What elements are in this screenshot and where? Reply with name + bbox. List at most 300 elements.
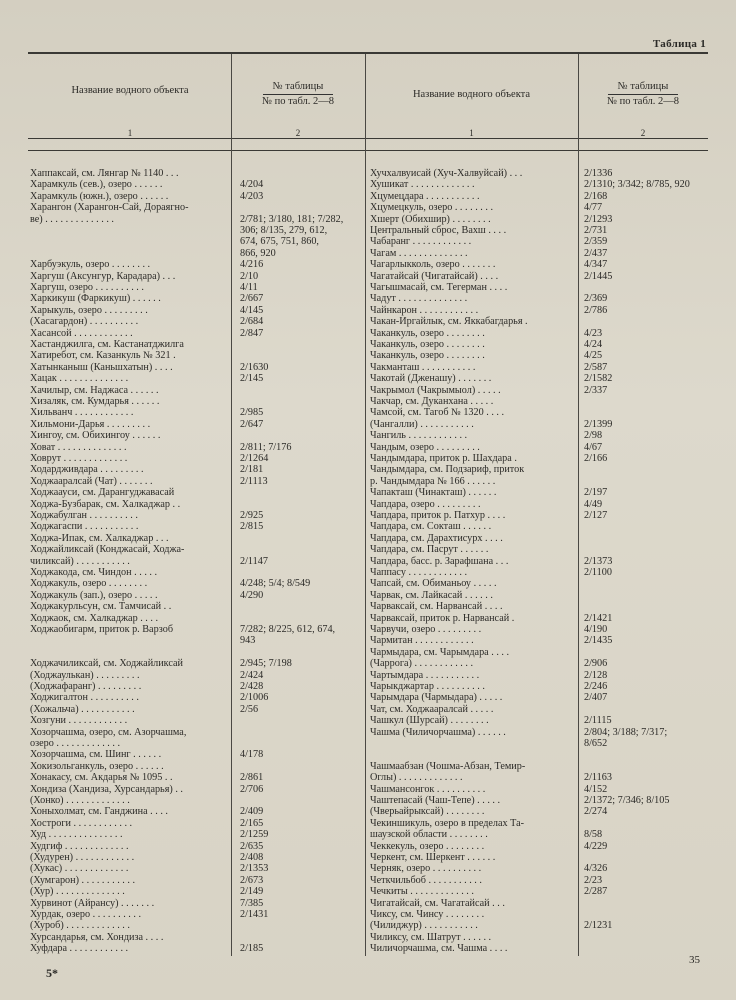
table-reference: 2/168 <box>584 190 608 202</box>
water-body-name: Чашма (Чиличорчашма) . . . . . . <box>370 726 506 738</box>
water-body-name: Хозгуни . . . . . . . . . . . . <box>30 715 128 727</box>
water-body-name: Ходардживдара . . . . . . . . . <box>30 464 144 476</box>
table-row <box>370 613 706 624</box>
table-row <box>30 943 360 954</box>
water-body-name: Ходжайликсай (Конджасай, Ходжа- <box>30 544 185 556</box>
water-body-name: Чигатайсай, см. Чагатайсай . . . <box>370 897 505 909</box>
water-body-name: Хаппаксай, см. Лянгар № 1140 . . . <box>30 168 179 179</box>
table-row <box>30 248 360 259</box>
water-body-name: Чапдара, басс. р. Зарафшана . . . <box>370 555 509 567</box>
water-body-name: Хшерт (Обихшир) . . . . . . . . <box>370 213 491 225</box>
table-reference: 4/152 <box>584 783 608 795</box>
water-body-name: р. Чандымдара № 166 . . . . . . <box>370 475 496 487</box>
water-body-name: Чагам . . . . . . . . . . . . . . <box>370 247 468 259</box>
water-body-name: Ходжаауси, см. Дарангуджавасай <box>30 487 175 499</box>
water-body-name: Чармыдара, см. Чарымдара . . . . <box>370 646 510 658</box>
table-reference: 2/906 <box>584 658 608 670</box>
table-row <box>370 578 706 589</box>
header-name-right: Название водного объекта <box>412 89 531 100</box>
table-row <box>30 932 360 943</box>
water-body-name: ве) . . . . . . . . . . . . . . <box>30 213 114 225</box>
table-row <box>370 932 706 943</box>
table-title: Таблица 1 <box>652 38 706 50</box>
table-row <box>30 601 360 612</box>
table-row <box>30 430 360 441</box>
table-row <box>30 179 360 190</box>
water-body-name: Хокизольганкуль, озеро . . . . . . <box>30 760 164 772</box>
header-num-top-right: № таблицы <box>608 80 679 95</box>
table-row <box>370 806 706 817</box>
water-body-name: Чапсай, см. Обиманьоу . . . . . <box>370 578 497 590</box>
table-row <box>30 499 360 510</box>
water-body-name: Ходжакода, см. Чиндон . . . . . <box>30 567 158 578</box>
table-row <box>370 601 706 612</box>
table-row <box>370 191 706 202</box>
table-row <box>30 852 360 863</box>
table-reference: 674, 675, 751, 860, <box>240 236 319 248</box>
table-reference: 2/23 <box>584 874 603 886</box>
water-body-name: (Хукас) . . . . . . . . . . . . . <box>30 863 129 875</box>
water-body-name: Харгуш (Аксунгур, Карадара) . . . <box>30 270 176 282</box>
table-row <box>370 499 706 510</box>
water-body-name: Чагатайсай (Чигатайсай) . . . . <box>370 270 499 282</box>
water-body-name: Ходжаок, см. Халкаджар . . . . <box>30 612 159 624</box>
water-body-name: (Чверьайрыксай) . . . . . . . . <box>370 806 485 818</box>
table-row <box>30 692 360 703</box>
table-reference: 2/1582 <box>584 373 613 385</box>
water-body-name: шаузской области . . . . . . . . <box>370 829 488 841</box>
table-reference: 2/127 <box>584 510 608 521</box>
header-num-bottom-right: № по табл. 2—8 <box>606 96 680 107</box>
table-row <box>30 818 360 829</box>
table-row <box>30 510 360 521</box>
water-body-name: Центральный сброс, Вахш . . . . <box>370 225 507 236</box>
water-body-name: Хцумецкуль, озеро . . . . . . . . <box>370 202 494 214</box>
table-reference: 4/23 <box>584 327 603 339</box>
table-reference: 2/811; 7/176 <box>240 441 292 453</box>
water-body-name: Чандымдара, см. Подзариф, приток <box>370 464 525 476</box>
table-row <box>370 909 706 920</box>
water-body-name: (Худурен) . . . . . . . . . . . . <box>30 852 135 863</box>
table-reference: 2/56 <box>240 703 259 715</box>
water-body-name: Чечкиты . . . . . . . . . . . . . <box>370 886 474 898</box>
table-row <box>370 647 706 658</box>
water-body-name: Чабаранг . . . . . . . . . . . . <box>370 236 472 248</box>
table-row <box>370 214 706 225</box>
water-body-name: Худ . . . . . . . . . . . . . . . <box>30 829 123 841</box>
table-reference: 2/98 <box>584 430 603 442</box>
table-reference: 4/145 <box>240 304 264 316</box>
table-reference: 2/1100 <box>584 567 612 578</box>
table-row <box>370 658 706 669</box>
water-body-name: Хцумецдара . . . . . . . . . . . <box>370 190 480 202</box>
table-row <box>370 886 706 897</box>
table-row <box>370 727 706 738</box>
table-row <box>370 841 706 852</box>
water-body-name: Чайнкарон . . . . . . . . . . . . <box>370 304 479 316</box>
water-body-name: (Хумгарон) . . . . . . . . . . . <box>30 874 136 886</box>
table-row <box>370 225 706 236</box>
table-reference: 2/781; 3/180, 181; 7/282, <box>240 213 344 225</box>
water-body-name: Худгиф . . . . . . . . . . . . . <box>30 840 129 852</box>
table-row <box>30 670 360 681</box>
water-body-name: Чапакташ (Чинакташ) . . . . . . <box>370 487 497 499</box>
table-row <box>30 920 360 931</box>
colnum-1-right: 1 <box>469 128 474 138</box>
table-row <box>30 236 360 247</box>
table-row <box>370 590 706 601</box>
table-reference: 7/385 <box>240 897 264 909</box>
water-body-name: Чаштепасай (Чаш-Тепе) . . . . . <box>370 795 501 806</box>
water-body-name: Чангиль . . . . . . . . . . . . <box>370 430 468 442</box>
page-number: 35 <box>689 954 700 966</box>
table-row <box>30 567 360 578</box>
table-reference: 2/804; 3/188; 7/317; <box>584 726 668 738</box>
table-reference: 2/706 <box>240 783 264 795</box>
table-reference: 2/1231 <box>584 920 613 932</box>
table-row <box>30 442 360 453</box>
table-reference: 2/287 <box>584 886 608 898</box>
table-reference: 2/1372; 7/346; 8/105 <box>584 795 670 806</box>
water-body-name: Чагарлыкколь, озеро . . . . . . . <box>370 259 496 271</box>
water-body-name: (Хуроб) . . . . . . . . . . . . . <box>30 920 130 932</box>
table-row <box>370 442 706 453</box>
table-row <box>370 829 706 840</box>
water-body-name: (Чилиджур) . . . . . . . . . . . <box>370 920 478 932</box>
colnum-1-left: 1 <box>127 128 133 138</box>
water-body-name: Ходжакурльсун, см. Тамчисай . . <box>30 601 172 613</box>
table-row <box>30 293 360 304</box>
table-row <box>30 715 360 726</box>
table-reference: 2/635 <box>240 840 264 852</box>
water-body-name: Чартымдара . . . . . . . . . . . <box>370 669 480 681</box>
water-body-name: Харыкуль, озеро . . . . . . . . . <box>30 304 148 316</box>
table-row <box>370 202 706 213</box>
water-body-name: Чакманташ . . . . . . . . . . . <box>370 361 476 373</box>
colnum-2-right: 2 <box>640 128 646 138</box>
water-body-name: Хатынканыш (Каньшхатын) . . . . <box>30 361 173 373</box>
top-rule <box>28 52 708 54</box>
water-body-name: Харангон (Харангон-Сай, Дорaягно- <box>30 202 189 214</box>
table-reference: 2/10 <box>240 270 259 282</box>
water-body-name: Чекиншикуль, озеро в пределах Та- <box>370 817 525 829</box>
table-row <box>370 305 706 316</box>
table-reference: 7/282; 8/225, 612, 674, <box>240 624 336 635</box>
water-body-name: Чашмаабзан (Чошма-Абзан, Темир- <box>370 760 526 772</box>
table-row <box>30 533 360 544</box>
water-body-name: (Хур) . . . . . . . . . . . . . . <box>30 886 125 898</box>
table-reference: 2/246 <box>584 681 608 692</box>
table-row <box>370 567 706 578</box>
table-row <box>30 521 360 532</box>
table-row <box>370 179 706 190</box>
table-row <box>370 259 706 270</box>
table-reference: 2/1630 <box>240 361 269 373</box>
table-reference: 4/347 <box>584 259 608 271</box>
header-rule <box>28 138 708 139</box>
table-row <box>30 168 360 179</box>
water-body-name: Чаканкуль, озеро . . . . . . . . <box>370 350 485 362</box>
table-reference: 2/424 <box>240 669 264 681</box>
water-body-name: Ховат . . . . . . . . . . . . . . <box>30 441 127 453</box>
table-row <box>30 886 360 897</box>
table-reference: 4/67 <box>584 441 603 453</box>
table-reference: 8/58 <box>584 829 603 841</box>
water-body-name: Чаппасу . . . . . . . . . . . . <box>370 567 468 578</box>
table-reference: 2/1445 <box>584 270 613 282</box>
table-reference: 4/77 <box>584 202 603 214</box>
table-row <box>30 590 360 601</box>
water-body-name: Чаканкуль, озеро . . . . . . . . <box>370 327 485 339</box>
table-row <box>370 863 706 874</box>
table-row <box>30 339 360 350</box>
table-reference: 2/1264 <box>240 453 269 464</box>
water-body-name: Хурсандарья, см. Хондиза . . . . <box>30 931 164 943</box>
table-reference: 2/197 <box>584 487 608 499</box>
colnum-2-left: 2 <box>295 128 301 138</box>
water-body-name: (Хасагардон) . . . . . . . . . . <box>30 316 139 328</box>
table-reference: 2/786 <box>584 304 608 316</box>
table-row <box>30 396 360 407</box>
table-reference: 2/673 <box>240 874 264 886</box>
water-body-name: Ховрут . . . . . . . . . . . . . <box>30 453 128 464</box>
table-row <box>30 350 360 361</box>
water-body-name: Чиликсу, см. Шатрут . . . . . . <box>370 931 492 943</box>
table-row <box>370 852 706 863</box>
table-row <box>30 863 360 874</box>
water-body-name: Харамкуль (южн.), озеро . . . . . . <box>30 190 169 202</box>
table-reference: 2/1163 <box>584 772 612 784</box>
water-body-name: Чармитан . . . . . . . . . . . . <box>370 635 474 647</box>
table-row <box>370 875 706 886</box>
table-row <box>30 407 360 418</box>
table-reference: 4/204 <box>240 179 264 191</box>
table-row <box>370 362 706 373</box>
water-body-name: Хозорчашма, озеро, см. Азорчашма, <box>30 726 187 738</box>
water-body-name: Ходжигалтон . . . . . . . . . . <box>30 692 139 704</box>
water-body-name: Чапдара, см. Дарахтисурх . . . . <box>370 532 503 544</box>
water-body-name: озеро . . . . . . . . . . . . . <box>30 738 121 749</box>
table-row <box>30 419 360 430</box>
table-row <box>30 875 360 886</box>
table-reference: 2/369 <box>584 293 608 305</box>
table-row <box>30 544 360 555</box>
header-num-top: № таблицы <box>263 80 334 95</box>
table-row <box>370 818 706 829</box>
water-body-name: Чарыкджартар . . . . . . . . . . <box>370 681 485 692</box>
table-row <box>30 259 360 270</box>
table-row <box>370 248 706 259</box>
water-body-name: Харкикуш (Фаркикуш) . . . . . . <box>30 293 161 305</box>
table-row <box>370 236 706 247</box>
water-body-name: Чарваксай, приток р. Нарвансай . <box>370 612 515 624</box>
water-body-name: Хондиза (Хандиза, Хурсандарья) . . <box>30 783 183 795</box>
table-reference: 2/337 <box>584 384 608 396</box>
table-reference: 2/1293 <box>584 213 613 225</box>
table-row <box>370 715 706 726</box>
water-body-name: Чеккекуль, озеро . . . . . . . . <box>370 840 485 852</box>
table-row <box>370 316 706 327</box>
table-row <box>30 214 360 225</box>
table-row <box>370 544 706 555</box>
table-reference: 4/216 <box>240 259 264 271</box>
table-row <box>30 624 360 635</box>
header-num-right <box>579 80 707 108</box>
table-row <box>30 316 360 327</box>
table-reference: 4/178 <box>240 749 264 761</box>
water-body-name: Чакрымол (Чакрымыол) . . . . . <box>370 384 501 396</box>
table-row <box>370 407 706 418</box>
table-row <box>30 453 360 464</box>
col-divider-2 <box>365 54 366 956</box>
water-body-name: Хильванч . . . . . . . . . . . . <box>30 407 134 419</box>
water-body-name: Чагышмасай, см. Тегерман . . . . <box>370 282 508 293</box>
water-body-name: Черняк, озеро . . . . . . . . . . <box>370 863 482 875</box>
table-reference: 2/684 <box>240 316 264 328</box>
water-body-name: Чадут . . . . . . . . . . . . . . <box>370 293 468 305</box>
signature-mark: 5* <box>46 966 58 980</box>
table-reference: 2/1259 <box>240 829 269 841</box>
water-body-name: (Хонко) . . . . . . . . . . . . . <box>30 795 130 806</box>
table-reference: 2/815 <box>240 521 264 533</box>
water-body-name: Четкчильбоб . . . . . . . . . . . <box>370 874 482 886</box>
table-reference: 2/181 <box>240 464 264 476</box>
header-num-left <box>232 80 364 108</box>
table-reference: 2/731 <box>584 225 608 236</box>
table-reference: 2/1147 <box>240 555 268 567</box>
header-name-left: Название водного объекта <box>71 85 189 96</box>
water-body-name: Хатиребот, см. Казанкуль № 321 . <box>30 350 176 362</box>
table-row <box>30 772 360 783</box>
water-body-name: Хоныхолмат, см. Ганджина . . . . <box>30 806 168 818</box>
table-row <box>370 635 706 646</box>
table-reference: 2/1006 <box>240 692 269 704</box>
table-reference: 2/437 <box>584 247 608 259</box>
table-row <box>370 510 706 521</box>
water-body-name: Хизаляк, см. Кумдарья . . . . . . <box>30 396 160 407</box>
table-reference: 4/290 <box>240 589 264 601</box>
water-body-name: Ходжабулган . . . . . . . . . . <box>30 510 138 521</box>
table-row <box>30 909 360 920</box>
table-row <box>370 453 706 464</box>
table-row <box>30 898 360 909</box>
water-body-name: Черкент, см. Шеркент . . . . . . <box>370 852 496 863</box>
table-row <box>30 282 360 293</box>
table-row <box>370 293 706 304</box>
table-reference: 4/229 <box>584 840 608 852</box>
water-body-name: Хуфдара . . . . . . . . . . . . <box>30 943 129 955</box>
table-reference: 2/925 <box>240 510 264 521</box>
table-row <box>370 795 706 806</box>
table-row <box>30 829 360 840</box>
table-row <box>370 282 706 293</box>
table-row <box>30 328 360 339</box>
water-body-name: чиликсай) . . . . . . . . . . . <box>30 555 130 567</box>
table-reference: 2/1399 <box>584 418 613 430</box>
water-body-name: Харамкуль (сев.), озеро . . . . . . <box>30 179 163 191</box>
table-row <box>370 350 706 361</box>
table-reference: 2/409 <box>240 806 264 818</box>
water-body-name: Хастанджилга, см. Кастанатджилга <box>30 339 184 350</box>
table-row <box>30 385 360 396</box>
water-body-name: Чарвак, см. Лайкасай . . . . . . <box>370 589 493 601</box>
water-body-name: Чакчар, см. Дуканхана . . . . . <box>370 396 494 407</box>
water-body-name: Ходжакуль (зап.), озеро . . . . . <box>30 589 158 601</box>
table-row <box>370 476 706 487</box>
water-body-name: Хозорчашма, см. Шинг . . . . . . <box>30 749 162 761</box>
table-row <box>30 704 360 715</box>
water-body-name: Чапдара, см. Пасрут . . . . . . <box>370 544 489 556</box>
water-body-name: Чандым, озеро . . . . . . . . . <box>370 441 480 453</box>
table-reference: 4/25 <box>584 350 603 362</box>
water-body-name: Оглы) . . . . . . . . . . . . . <box>370 772 463 784</box>
water-body-name: Хачилыр, см. Наджаса . . . . . . <box>30 384 159 396</box>
table-row <box>30 613 360 624</box>
table-row <box>30 738 360 749</box>
water-body-name: Чаканкуль, озеро . . . . . . . . <box>370 339 485 350</box>
table-row <box>370 419 706 430</box>
table-reference: 2/945; 7/198 <box>240 658 292 670</box>
table-row <box>30 795 360 806</box>
table-reference: 4/11 <box>240 282 258 293</box>
table-row <box>370 749 706 760</box>
table-row <box>30 373 360 384</box>
table-row <box>30 464 360 475</box>
table-row <box>30 362 360 373</box>
table-reference: 4/190 <box>584 624 608 635</box>
table-row <box>370 784 706 795</box>
table-reference: 4/49 <box>584 498 603 510</box>
table-reference: 2/1353 <box>240 863 269 875</box>
table-row <box>370 738 706 749</box>
water-body-name: Чапдара, см. Сокташ . . . . . . <box>370 521 492 533</box>
water-body-name: Харгуш, озеро . . . . . . . . . . <box>30 282 144 293</box>
water-body-name: Чарымдара (Чармыдара) . . . . . <box>370 692 503 704</box>
table-row <box>30 749 360 760</box>
table-row <box>30 556 360 567</box>
table-row <box>370 670 706 681</box>
water-body-name: Хурвинот (Айрансу) . . . . . . . <box>30 897 155 909</box>
water-body-name: Чамсой, см. Тагоб № 1320 . . . . <box>370 407 505 419</box>
water-body-name: Чарвучи, озеро . . . . . . . . . <box>370 624 482 635</box>
table-row <box>370 430 706 441</box>
table-row <box>30 727 360 738</box>
water-body-name: Хонакасу, см. Акдарья № 1095 . . <box>30 772 173 784</box>
table-row <box>30 806 360 817</box>
water-body-name: Ходжа-Ипак, см. Халкаджар . . . <box>30 532 169 544</box>
table-reference: 2/1113 <box>240 475 268 487</box>
table-row <box>370 328 706 339</box>
water-body-name: Чашмансонгок . . . . . . . . . . <box>370 783 486 795</box>
water-body-name: Чандымдара, приток р. Шахдара . <box>370 453 517 464</box>
table-row <box>30 225 360 236</box>
table-reference: 2/1336 <box>584 168 613 179</box>
table-reference: 2/185 <box>240 943 264 955</box>
table-row <box>370 704 706 715</box>
table-reference: 2/165 <box>240 817 264 829</box>
water-body-name: Ходжаобигарм, приток р. Варзоб <box>30 624 174 635</box>
water-body-name: Харбуэкуль, озеро . . . . . . . . <box>30 259 151 271</box>
table-reference: 2/408 <box>240 852 264 863</box>
water-body-name: Хурдак, озеро . . . . . . . . . . <box>30 909 142 920</box>
table-reference: 4/203 <box>240 190 264 202</box>
table-row <box>30 305 360 316</box>
water-body-name: Ходжааралсай (Чат) . . . . . . . <box>30 475 153 487</box>
water-body-name: Чиличорчашма, см. Чашма . . . . <box>370 943 508 955</box>
water-body-name: Хильмони-Дарья . . . . . . . . . <box>30 418 151 430</box>
water-body-name: Чарваксай, см. Нарвансай . . . . <box>370 601 503 613</box>
table-row <box>370 339 706 350</box>
